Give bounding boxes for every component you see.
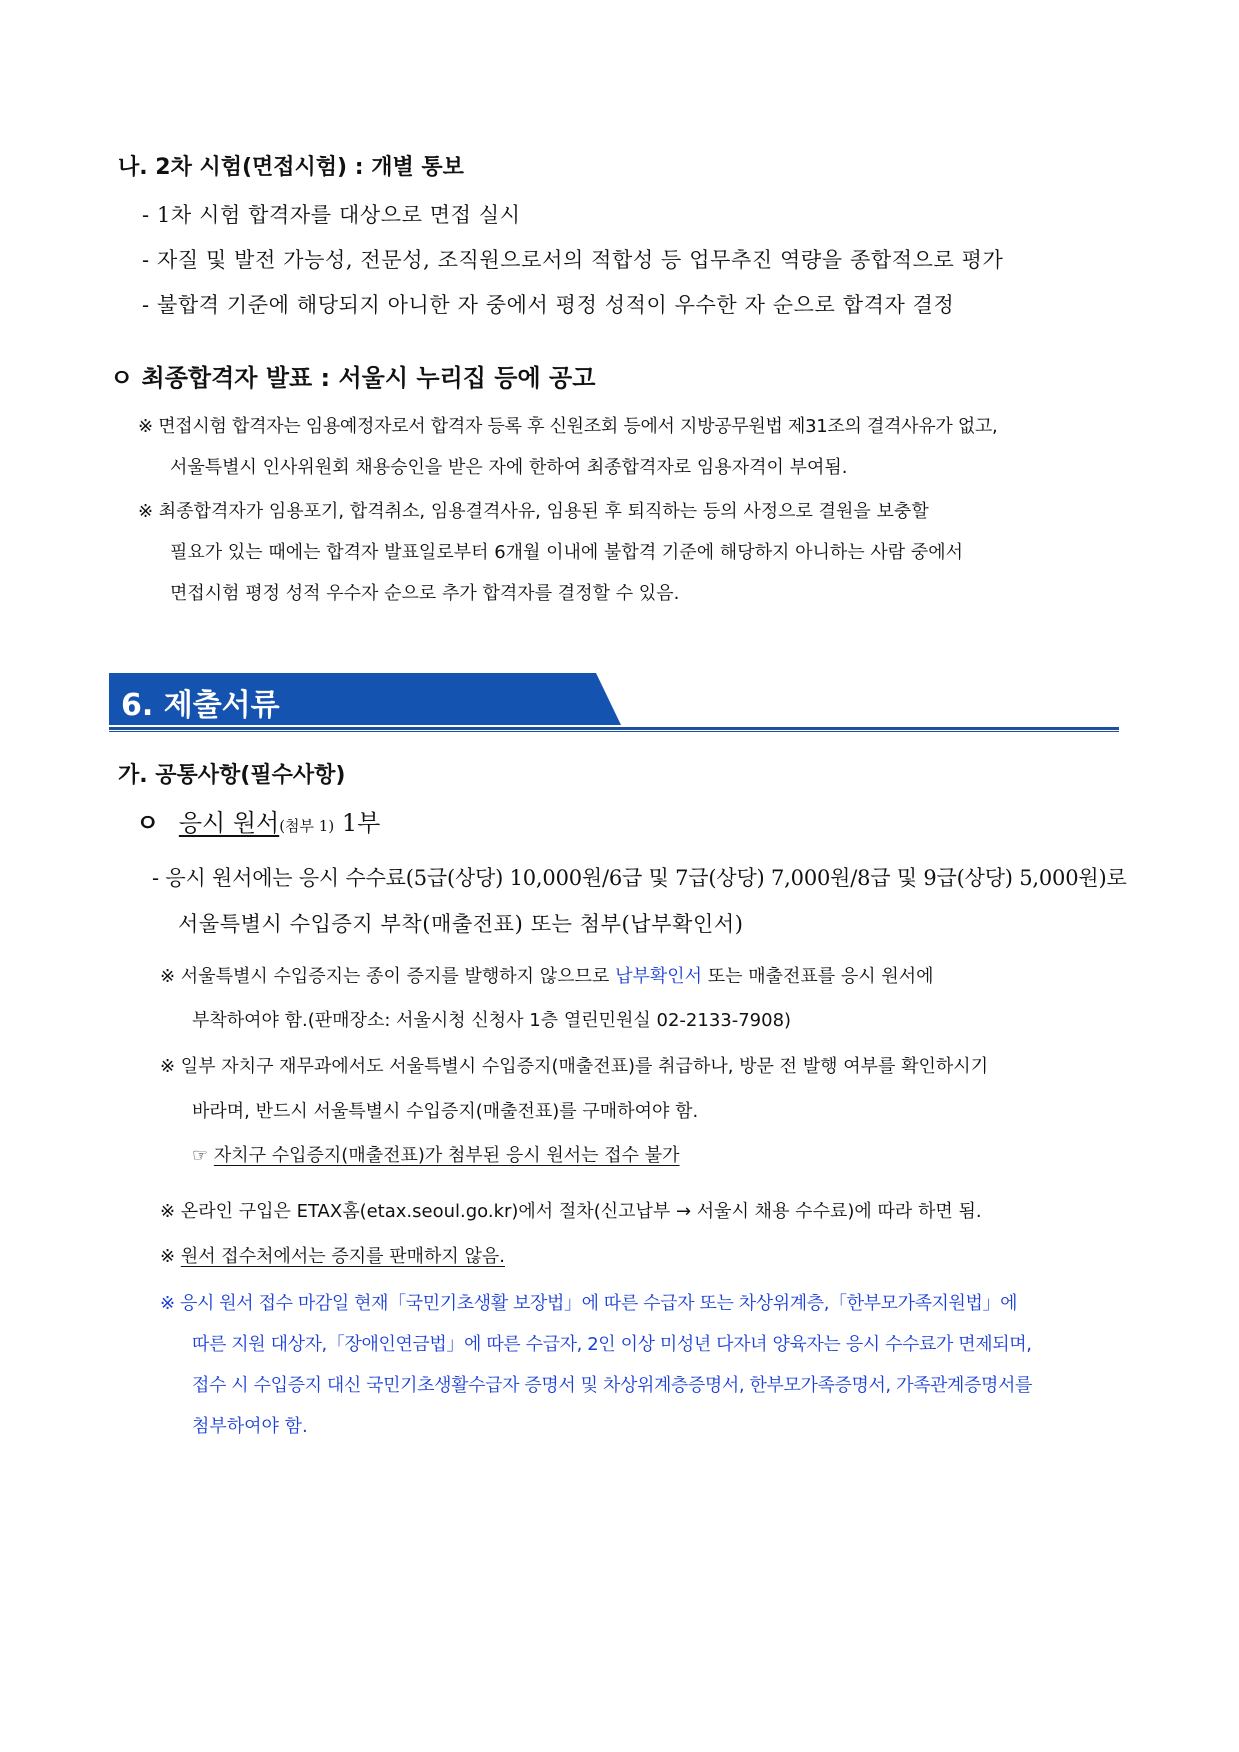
- online-note: ※ 온라인 구입은 ETAX홈(etax.seoul.go.kr)에서 절차(신고납부 → 서울시 채용 수수료)에 따라 하면 됨.: [160, 1201, 982, 1222]
- note-line: 서울특별시 인사위원회 채용승인을 받은 자에 한하여 최종합격자로 임용자격이 부여됨.: [170, 457, 848, 478]
- stamp-note: [160, 962, 934, 988]
- note-line: 면접시험 평정 성적 우수자 순으로 추가 합격자를 결정할 수 있음.: [170, 583, 680, 604]
- exemption-note: 따른 지원 대상자,「장애인연금법」에 따른 수급자, 2인 이상 미성년 다자녀 양육자는 응시 수수료가 면제되며,: [192, 1334, 1032, 1355]
- district-warning-text: 자치구 수입증지(매출전표)가 첨부된 응시 원서는 접수 불가: [213, 1145, 680, 1166]
- list-item: - 자질 및 발전 가능성, 전문성, 조직원으로서의 적합성 등 업무추진 역량을 종합적으로 평가: [142, 248, 1004, 272]
- bullet-circle: ㅇ: [136, 809, 160, 837]
- banner-rule: [109, 727, 1119, 730]
- no-sale-note: [160, 1242, 505, 1268]
- section-title: 6. 제출서류: [121, 688, 280, 723]
- exemption-note: 첨부하여야 함.: [192, 1416, 308, 1437]
- sub-heading: 가. 공통사항(필수사항): [118, 763, 346, 788]
- final-pass-heading: ㅇ 최종합격자 발표 : 서울시 누리집 등에 공고: [110, 364, 596, 392]
- section-heading-second-exam: 나. 2차 시험(면접시험) : 개별 통보: [118, 155, 464, 180]
- district-warning: [192, 1141, 680, 1167]
- exemption-note: 접수 시 수입증지 대신 국민기초생활수급자 증명서 및 차상위계층증명서, 한부모가족증명서, 가족관계증명서를: [192, 1375, 1032, 1396]
- stamp-note-text: 또는 매출전표를 응시 원서에: [702, 966, 934, 987]
- fee-line: - 응시 원서에는 응시 수수료(5급(상당) 10,000원/6급 및 7급(상당) 7,000원/8급 및 9급(상당) 5,000원)로: [152, 866, 1127, 890]
- stamp-note-line: 부착하여야 함.(판매장소: 서울시청 신청사 1층 열린민원실 02-2133-7908): [192, 1010, 792, 1031]
- list-item: - 1차 시험 합격자를 대상으로 면접 실시: [142, 203, 521, 227]
- note-mark: ※: [160, 1246, 181, 1267]
- payment-confirmation-highlight: 납부확인서: [615, 966, 703, 987]
- no-sale-text: 원서 접수처에서는 증지를 판매하지 않음.: [180, 1246, 506, 1267]
- attachment-ref: (첨부 1): [279, 817, 335, 835]
- application-item: [136, 803, 380, 838]
- stamp-note-text: ※ 서울특별시 수입증지는 종이 증지를 발행하지 않으므로: [160, 966, 616, 987]
- hand-pointer-icon: ☞: [192, 1145, 214, 1166]
- fee-line: 서울특별시 수입증지 부착(매출전표) 또는 첨부(납부확인서): [178, 912, 744, 936]
- note-line: ※ 최종합격자가 임용포기, 합격취소, 임용결격사유, 임용된 후 퇴직하는 등의 사정으로 결원을 보충할: [138, 501, 929, 522]
- note-line: 필요가 있는 때에는 합격자 발표일로부터 6개월 이내에 불합격 기준에 해당하지 아니하는 사람 중에서: [170, 542, 964, 563]
- application-count: 1부: [334, 809, 381, 837]
- note-line: ※ 면접시험 합격자는 임용예정자로서 합격자 등록 후 신원조회 등에서 지방공무원법 제31조의 결격사유가 없고,: [138, 416, 998, 437]
- application-name: 응시 원서: [178, 809, 280, 837]
- list-item: - 불합격 기준에 해당되지 아니한 자 중에서 평정 성적이 우수한 자 순으로 합격자 결정: [142, 293, 955, 317]
- banner-rule-thin: [109, 731, 1119, 732]
- district-note: 바라며, 반드시 서울특별시 수입증지(매출전표)를 구매하여야 함.: [192, 1101, 699, 1122]
- exemption-note: ※ 응시 원서 접수 마감일 현재「국민기초생활 보장법」에 따른 수급자 또는 차상위계층,「한부모가족지원법」에: [160, 1293, 1018, 1314]
- district-note: ※ 일부 자치구 재무과에서도 서울특별시 수입증지(매출전표)를 취급하나, 방문 전 발행 여부를 확인하시기: [160, 1056, 989, 1077]
